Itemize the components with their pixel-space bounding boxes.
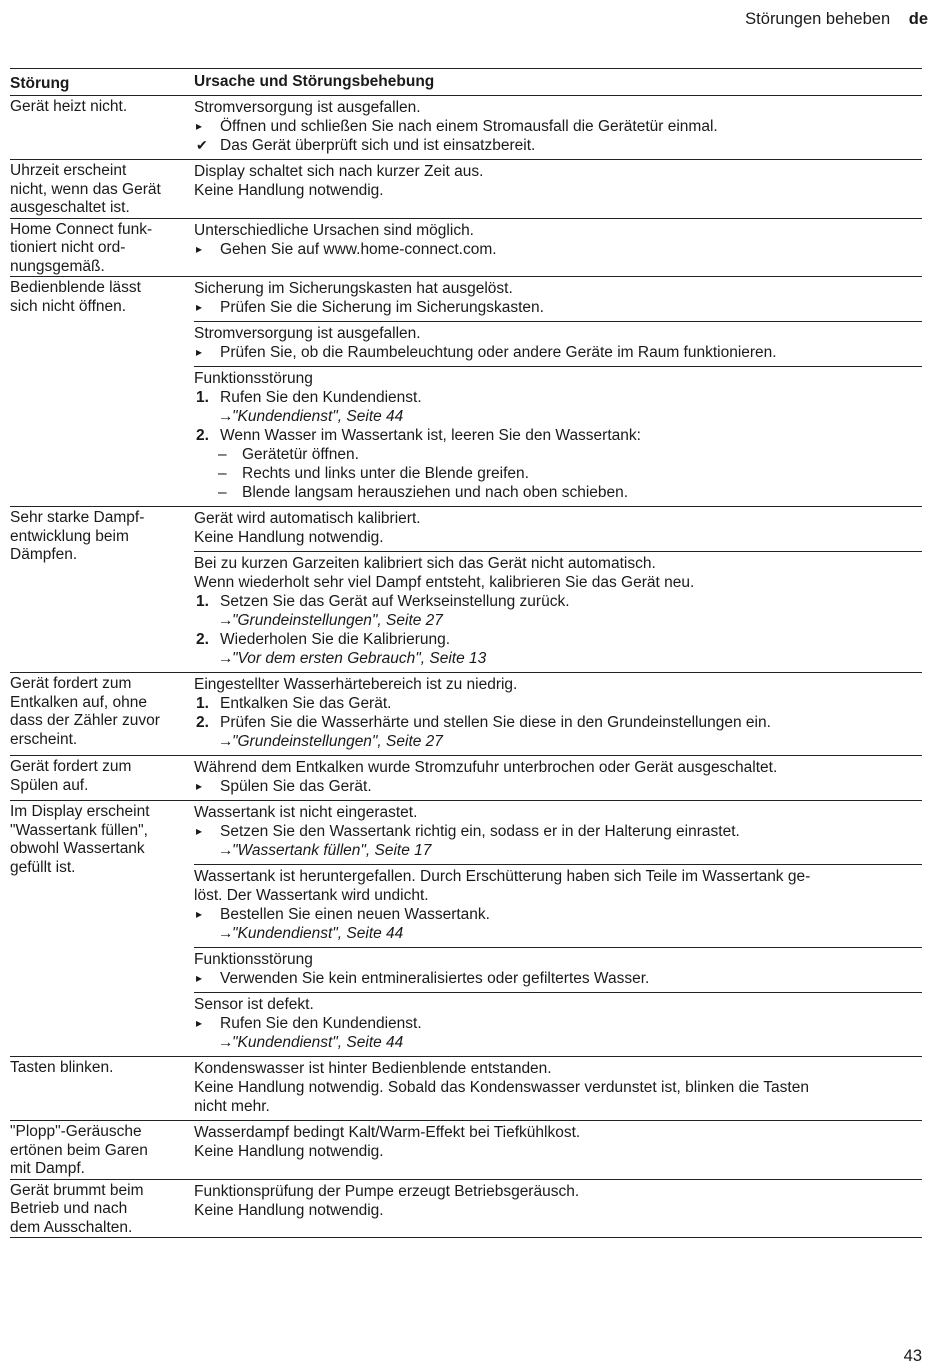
fault-line: Dämpfen. [10, 546, 78, 563]
cause-text: Wasserdampf bedingt Kalt/Warm-Effekt bei Tiefkühlkost. [194, 1124, 581, 1141]
fault-cell [10, 160, 194, 218]
cause-cell [194, 801, 922, 1056]
fault-cell [10, 756, 194, 800]
cause-cell [194, 756, 922, 800]
reference-text: "Kundendienst", Seite 44 [232, 408, 404, 425]
fault-cell [10, 1180, 194, 1238]
cause-text: Während dem Entkalken wurde Stromzufuhr unterbrochen oder Gerät ausgeschaltet. [194, 759, 778, 776]
step-item [194, 388, 922, 407]
reference-text: "Kundendienst", Seite 44 [232, 925, 404, 942]
fault-line: sich nicht öffnen. [10, 297, 127, 315]
cause-text: nicht mehr. [194, 1098, 270, 1115]
bullet-icon: ▸ [196, 907, 203, 921]
fault-line: nicht, wenn das Gerät [10, 180, 161, 198]
fault-line: mit Dampf. [10, 1160, 85, 1177]
cause-cell [194, 219, 922, 277]
fault-cell [10, 1121, 194, 1179]
step-text: Das Gerät überprüft sich und ist einsatzbereit. [220, 137, 536, 154]
step-item [194, 136, 922, 155]
arrow-right-icon: → [218, 408, 234, 425]
cause-block [194, 801, 922, 864]
arrow-right-icon: → [218, 925, 234, 942]
step-text: Setzen Sie das Gerät auf Werkseinstellung zurück. [220, 593, 570, 610]
fault-line: Tasten blinken. [10, 1059, 114, 1076]
fault-line: erscheint. [10, 730, 78, 748]
step-text: Entkalken Sie das Gerät. [220, 695, 392, 712]
step-text: Wiederholen Sie die Kalibrierung. [220, 631, 451, 648]
step-text: Öffnen und schließen Sie nach einem Stromausfall die Gerätetür einmal. [220, 118, 718, 135]
fault-cell [10, 1057, 194, 1120]
table-row [10, 507, 922, 673]
step-item [194, 1014, 922, 1033]
cause-block [194, 507, 922, 551]
cause-text: Keine Handlung notwendig. [194, 529, 384, 546]
dash-icon: – [218, 465, 227, 482]
bullet-icon: ▸ [196, 119, 203, 133]
step-text: Rufen Sie den Kundendienst. [220, 1015, 422, 1032]
table-row [10, 756, 922, 801]
step-text: Verwenden Sie kein entmineralisiertes oder gefiltertes Wasser. [220, 970, 650, 987]
fault-line: ertönen beim Garen [10, 1141, 148, 1159]
cross-reference [194, 649, 922, 668]
cross-reference [194, 732, 922, 751]
cross-reference [194, 611, 922, 630]
cause-text: Wenn wiederholt sehr viel Dampf entsteht, kalibrieren Sie das Gerät neu. [194, 574, 695, 591]
cause-text: Display schaltet sich nach kurzer Zeit aus. [194, 163, 484, 180]
cause-block [194, 551, 922, 672]
cause-text: Sensor ist defekt. [194, 996, 314, 1013]
bullet-icon: ▸ [196, 300, 203, 314]
sub-step-text: Gerätetür öffnen. [242, 446, 359, 463]
cause-block [194, 1121, 922, 1165]
step-number: 2. [196, 427, 209, 444]
sub-step-text: Blende langsam herausziehen und nach oben schieben. [242, 484, 629, 501]
fault-line: Spülen auf. [10, 776, 89, 794]
step-item [194, 240, 922, 259]
fault-cell [10, 277, 194, 506]
reference-text: "Grundeinstellungen", Seite 27 [232, 733, 443, 750]
fault-line: nungsgemäß. [10, 257, 105, 275]
page-header [745, 10, 928, 29]
cause-text: Funktionsprüfung der Pumpe erzeugt Betriebsgeräusch. [194, 1182, 580, 1200]
bullet-icon: ▸ [196, 1016, 203, 1030]
fault-line: "Plopp"-Geräusche [10, 1123, 142, 1140]
step-item [194, 343, 922, 362]
fault-line: Gerät fordert zum [10, 675, 132, 692]
cause-block [194, 321, 922, 366]
cause-text: Funktionsstörung [194, 951, 313, 968]
fault-line: Gerät brummt beim [10, 1181, 144, 1199]
cause-block [194, 947, 922, 992]
step-item [194, 905, 922, 924]
step-text: Prüfen Sie, ob die Raumbeleuchtung oder andere Geräte im Raum funktionieren. [220, 344, 777, 361]
cause-text: Eingestellter Wasserhärtebereich ist zu niedrig. [194, 676, 518, 693]
column-header-fault: Störung [10, 75, 70, 92]
cause-block [194, 992, 922, 1056]
step-item [194, 117, 922, 136]
step-text: Setzen Sie den Wassertank richtig ein, sodass er in der Halterung einrastet. [220, 823, 740, 840]
page-number: 43 [903, 1347, 922, 1365]
fault-line: Bedienblende lässt [10, 279, 141, 296]
cause-block [194, 1180, 922, 1224]
cause-text: Wassertank ist nicht eingerastet. [194, 804, 418, 821]
cause-block [194, 864, 922, 947]
cause-cell [194, 160, 922, 218]
step-number: 1. [196, 593, 209, 610]
cause-block [194, 673, 922, 755]
fault-line: Uhrzeit erscheint [10, 162, 127, 179]
cause-text: Bei zu kurzen Garzeiten kalibriert sich das Gerät nicht automatisch. [194, 555, 656, 572]
bullet-icon: ▸ [196, 345, 203, 359]
cause-text: Keine Handlung notwendig. [194, 182, 384, 199]
table-row [10, 801, 922, 1057]
step-text: Rufen Sie den Kundendienst. [220, 389, 422, 406]
cause-text: Gerät wird automatisch kalibriert. [194, 510, 421, 527]
fault-line: tioniert nicht ord- [10, 239, 126, 256]
sub-step-text: Rechts und links unter die Blende greifen. [242, 465, 529, 482]
step-number: 1. [196, 389, 209, 406]
step-number: 2. [196, 714, 209, 731]
dash-icon: – [218, 484, 227, 501]
arrow-right-icon: → [218, 650, 234, 667]
step-text: Prüfen Sie die Sicherung im Sicherungskasten. [220, 299, 544, 316]
fault-line: gefüllt ist. [10, 858, 76, 876]
cause-cell [194, 673, 922, 755]
column-header-cause: Ursache und Störungsbehebung [194, 73, 435, 90]
cause-cell [194, 96, 922, 159]
step-text: Wenn Wasser im Wassertank ist, leeren Sie den Wassertank: [220, 427, 641, 444]
step-item [194, 822, 922, 841]
fault-line: "Wassertank füllen", [10, 821, 148, 839]
fault-line: dass der Zähler zuvor [10, 712, 160, 729]
fault-line: Entkalken auf, ohne [10, 693, 148, 711]
cause-text: Keine Handlung notwendig. [194, 1201, 384, 1219]
cause-block [194, 219, 922, 263]
cause-block [194, 366, 922, 506]
step-text: Spülen Sie das Gerät. [220, 778, 372, 795]
dash-icon: – [218, 446, 227, 463]
table-row [10, 1121, 922, 1180]
step-item [194, 426, 922, 445]
step-text: Prüfen Sie die Wasserhärte und stellen Sie diese in den Grundeinstellungen ein. [220, 714, 771, 731]
fault-line: ausgeschaltet ist. [10, 199, 130, 216]
step-item [194, 298, 922, 317]
cause-cell [194, 507, 922, 672]
cause-cell [194, 1121, 922, 1179]
table-header-row [10, 69, 922, 96]
cause-text: löst. Der Wassertank wird undicht. [194, 887, 429, 904]
fault-cell [10, 219, 194, 277]
step-item [194, 694, 922, 713]
cross-reference [194, 924, 922, 943]
reference-text: "Wassertank füllen", Seite 17 [232, 842, 432, 859]
bullet-icon: ▸ [196, 241, 203, 256]
table-row [10, 160, 922, 219]
cause-text: Unterschiedliche Ursachen sind möglich. [194, 221, 474, 239]
fault-cell [10, 673, 194, 755]
bullet-icon: ▸ [196, 779, 203, 793]
fault-line: entwicklung beim [10, 527, 129, 545]
fault-line: dem Ausschalten. [10, 1218, 133, 1236]
cause-text: Keine Handlung notwendig. Sobald das Kondenswasser verdunstet ist, blinken die Tasten [194, 1079, 809, 1096]
sub-step [194, 445, 922, 464]
step-item [194, 713, 922, 732]
fault-cell [10, 507, 194, 672]
cause-block [194, 1057, 922, 1120]
sub-step [194, 464, 922, 483]
cause-block [194, 96, 922, 159]
fault-line: Betrieb und nach [10, 1200, 128, 1217]
cause-text: Keine Handlung notwendig. [194, 1143, 384, 1160]
arrow-right-icon: → [218, 842, 234, 859]
table-row [10, 1180, 922, 1239]
reference-text: "Kundendienst", Seite 44 [232, 1034, 404, 1051]
cross-reference [194, 1033, 922, 1052]
fault-line: Home Connect funk- [10, 220, 153, 238]
arrow-right-icon: → [218, 612, 234, 629]
cause-block [194, 756, 922, 800]
cause-text: Wassertank ist heruntergefallen. Durch Erschütterung haben sich Teile im Wassertank ge- [194, 868, 811, 885]
cause-block [194, 277, 922, 321]
fault-line: Gerät fordert zum [10, 758, 132, 775]
cause-block [194, 160, 922, 204]
section-title: Störungen beheben [745, 10, 891, 28]
cause-text: Funktionsstörung [194, 370, 313, 387]
reference-text: "Vor dem ersten Gebrauch", Seite 13 [232, 650, 487, 667]
table-row [10, 673, 922, 756]
step-item [194, 777, 922, 796]
table-row [10, 96, 922, 160]
reference-text: "Grundeinstellungen", Seite 27 [232, 612, 443, 629]
step-number: 2. [196, 631, 209, 648]
cross-reference [194, 841, 922, 860]
step-number: 1. [196, 695, 209, 712]
check-icon: ✔ [196, 137, 208, 153]
fault-line: Im Display erscheint [10, 803, 150, 820]
bullet-icon: ▸ [196, 971, 203, 985]
cause-cell [194, 1180, 922, 1238]
arrow-right-icon: → [218, 733, 234, 750]
fault-cell [10, 96, 194, 159]
step-text: Gehen Sie auf www.home-connect.com. [220, 240, 497, 258]
cause-text: Stromversorgung ist ausgefallen. [194, 99, 421, 116]
language-tag: de [908, 10, 928, 28]
step-item [194, 630, 922, 649]
table-row [10, 1057, 922, 1121]
cross-reference [194, 407, 922, 426]
step-text: Bestellen Sie einen neuen Wassertank. [220, 906, 490, 923]
cause-text: Kondenswasser ist hinter Bedienblende entstanden. [194, 1060, 552, 1077]
fault-line: Sehr starke Dampf- [10, 509, 145, 526]
fault-line: obwohl Wassertank [10, 840, 145, 857]
bullet-icon: ▸ [196, 824, 203, 838]
cause-text: Sicherung im Sicherungskasten hat ausgelöst. [194, 280, 513, 297]
cause-text: Stromversorgung ist ausgefallen. [194, 325, 421, 342]
fault-cell [10, 801, 194, 1056]
cause-cell [194, 1057, 922, 1120]
troubleshooting-table [10, 68, 922, 1238]
step-item [194, 969, 922, 988]
table-row [10, 219, 922, 278]
arrow-right-icon: → [218, 1034, 234, 1051]
cause-cell [194, 277, 922, 506]
sub-step [194, 483, 922, 502]
fault-line: Gerät heizt nicht. [10, 98, 128, 115]
step-item [194, 592, 922, 611]
table-row [10, 277, 922, 507]
